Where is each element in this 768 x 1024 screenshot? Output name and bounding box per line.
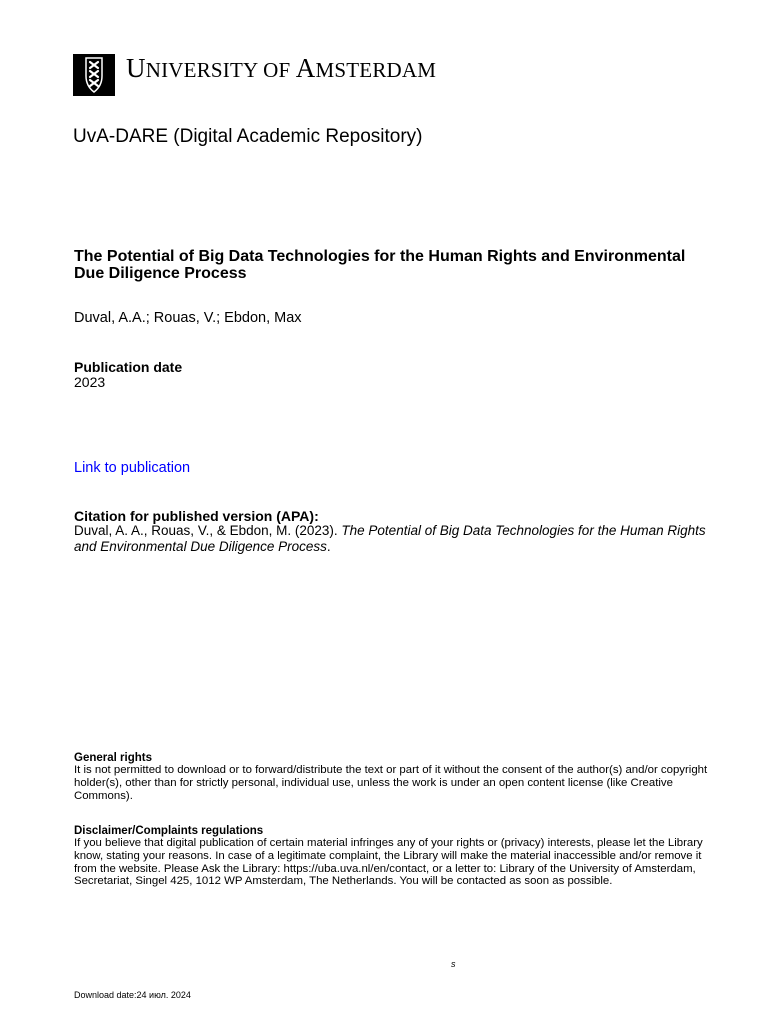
citation-prefix: Duval, A. A., Rouas, V., & Ebdon, M. (2023). — [74, 523, 342, 538]
uva-logo-icon — [73, 54, 115, 96]
publication-title: The Potential of Big Data Technologies for the Human Rights and Environmental Due Diligence Process — [74, 248, 686, 282]
citation-suffix: . — [326, 538, 331, 554]
citation-title: The Potential of Big Data Technologies for the Human Rights and Environmental Due Diligence Process — [74, 523, 706, 554]
repository-title: UvA-DARE (Digital Academic Repository) — [73, 126, 423, 147]
disclaimer-label: Disclaimer/Complaints regulations — [74, 825, 264, 837]
university-name-text: UNIVERSITY OF AMSTERDAM — [126, 53, 437, 83]
citation-text — [74, 523, 714, 554]
publication-authors: Duval, A.A.; Rouas, V.; Ebdon, Max — [74, 310, 302, 326]
publication-date-value: 2023 — [74, 374, 106, 390]
citation-label: Citation for published version (APA): — [74, 508, 319, 524]
download-date: Download date:24 июл. 2024 — [74, 990, 191, 1000]
publication-date-label: Publication date — [74, 359, 183, 375]
page-mark: s — [451, 959, 456, 969]
general-rights-text: It is not permitted to download or to forward/distribute the text or part of it without the consent of the author(s) and/or copyright holder(s), other than for strictly personal, individual use, unless the work is under an open content license (like Creative Commons). — [74, 764, 708, 802]
general-rights-label: General rights — [74, 752, 152, 764]
disclaimer-text: If you believe that digital publication of certain material infringes any of your rights or (privacy) interests, please let the Library know, stating your reasons. In case of a legitimate complaint, the Library will make the material inaccessible and/or remove it from the website. Please Ask the Library: https://uba.uva.nl/en/contact, or a letter to: Library of the University of Amsterdam, Secretariat, Singel 425, 1012 WP Amsterdam, The Netherlands. You will be contacted as soon as possible. — [74, 837, 703, 888]
university-name — [126, 53, 436, 85]
link-to-publication[interactable]: Link to publication — [74, 460, 191, 476]
